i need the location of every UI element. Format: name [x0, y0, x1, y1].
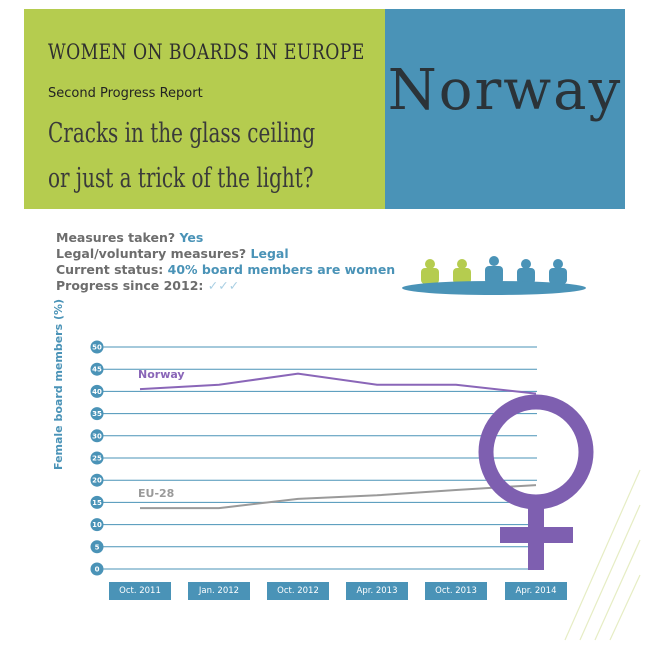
series [140, 374, 536, 509]
x-tick-label: Apr. 2013 [346, 582, 408, 600]
measures-value: Yes [179, 230, 204, 245]
y-tick-label: 40 [92, 387, 102, 396]
progress-check-icons: ✓✓✓ [207, 278, 240, 293]
x-tick-label: Apr. 2014 [505, 582, 567, 600]
x-tick-label: Oct. 2012 [267, 582, 329, 600]
legal-label: Legal/voluntary measures? [56, 246, 251, 261]
progress-label: Progress since 2012: [56, 278, 208, 293]
x-tick-label: Oct. 2011 [109, 582, 171, 600]
x-tick-label: Oct. 2013 [425, 582, 487, 600]
series-label: EU-28 [138, 487, 175, 500]
decor-lines [565, 470, 640, 640]
status-value: 40% board members are women [167, 262, 396, 277]
series-label: Norway [138, 368, 185, 381]
report-title: WOMEN ON BOARDS IN EUROPE [48, 40, 365, 64]
y-tick-label: 15 [92, 498, 102, 507]
tagline-line-2: or just a trick of the light? [48, 163, 314, 194]
y-tick-label: 35 [92, 410, 102, 419]
country-name: Norway [387, 58, 623, 123]
y-tick-label: 0 [94, 565, 100, 574]
y-axis-label: Female board members (%) [52, 298, 65, 470]
y-tick-label: 45 [92, 365, 102, 374]
y-tick-label: 50 [92, 343, 102, 352]
series-line-norway [140, 374, 536, 394]
y-tick-label: 10 [92, 521, 102, 530]
y-tick-label: 30 [92, 432, 102, 441]
y-tick-label: 25 [92, 454, 102, 463]
tagline-line-1: Cracks in the glass ceiling [48, 118, 316, 149]
report-subtitle: Second Progress Report [48, 86, 203, 101]
x-tick-label: Jan. 2012 [188, 582, 250, 600]
measures-label: Measures taken? [56, 230, 180, 245]
y-tick-label: 5 [94, 543, 100, 552]
series-line-eu-28 [140, 485, 536, 508]
board-table-icon [402, 256, 586, 295]
status-label: Current status: [56, 262, 168, 277]
legal-value: Legal [250, 246, 289, 261]
y-tick-label: 20 [92, 476, 102, 485]
